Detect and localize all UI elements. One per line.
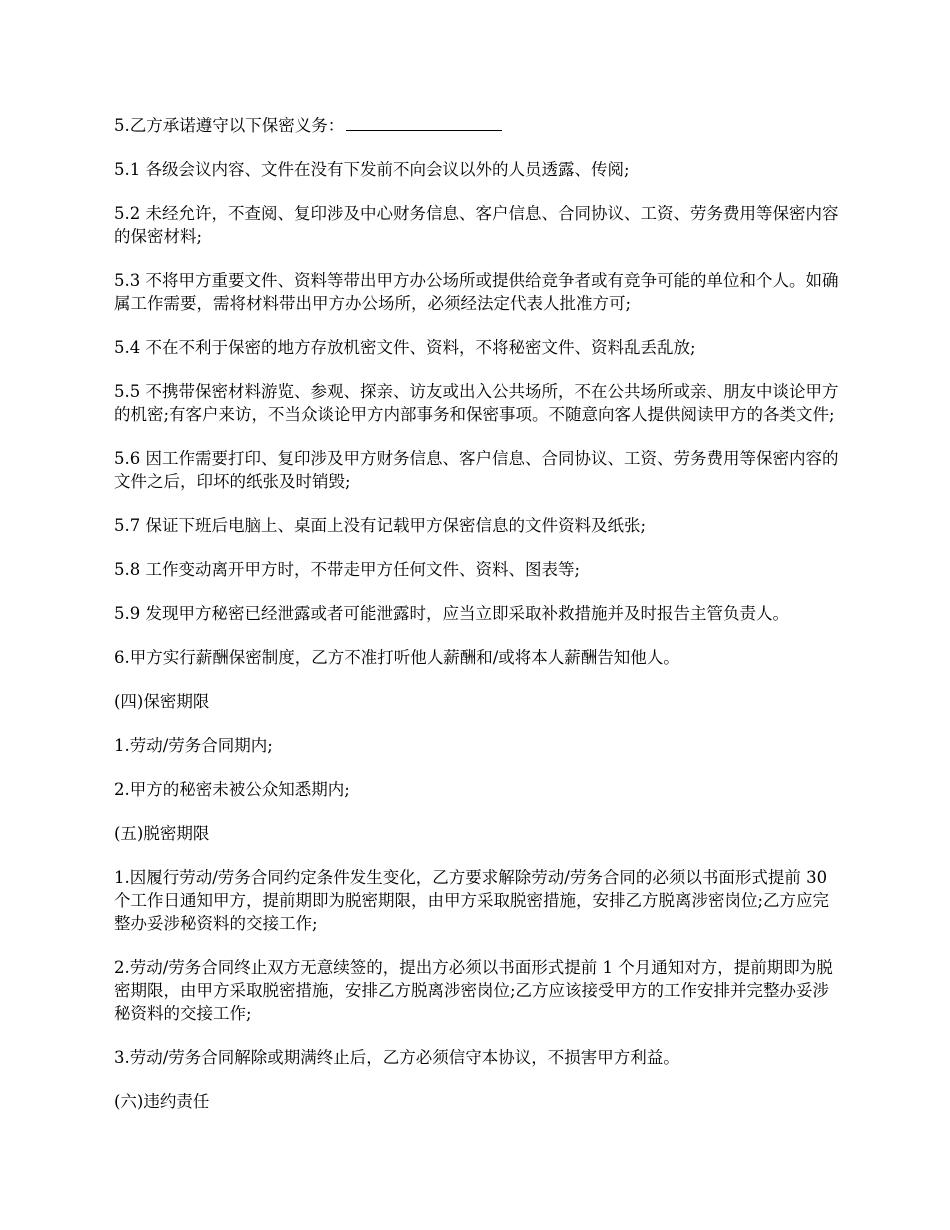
clause-6: 6.甲方实行薪酬保密制度，乙方不准打听他人薪酬和/或将本人薪酬告知他人。 [114, 648, 680, 667]
clause-5-1: 5.1 各级会议内容、文件在没有下发前不向会议以外的人员透露、传阅; [114, 160, 630, 179]
section-heading-declassification-period: (五)脱密期限 [114, 824, 210, 843]
clause-5-2: 5.2 未经允许，不查阅、复印涉及中心财务信息、客户信息、合同协议、工资、劳务费用等保密内容的保密材料; [114, 204, 839, 246]
clause-5-5: 5.5 不携带保密材料游览、参观、探亲、访友或出入公共场所，不在公共场所或亲、朋友中谈论甲方的机密;有客户来访，不当众谈论甲方内部事务和保密事项。不随意向客人提供阅读甲方的各类文件; [114, 382, 839, 424]
declass-item-1: 1.因履行劳动/劳务合同约定条件发生变化，乙方要求解除劳动/劳务合同的必须以书面形式提前 30 个工作日通知甲方，提前期即为脱密期限，由甲方采取脱密措施，安排乙方脱离涉密岗位;乙方应完整办妥涉秘资料的交接工作; [114, 868, 830, 933]
declass-item-3: 3.劳动/劳务合同解除或期满终止后，乙方必须信守本协议，不损害甲方利益。 [114, 1048, 680, 1067]
section-heading-confidentiality-period: (四)保密期限 [114, 692, 210, 711]
clause-5-3: 5.3 不将甲方重要文件、资料等带出甲方办公场所或提供给竞争者或有竞争可能的单位和个人。如确属工作需要，需将材料带出甲方办公场所，必须经法定代表人批准方可; [114, 271, 839, 313]
fill-in-blank[interactable] [346, 114, 502, 131]
clause-5-8: 5.8 工作变动离开甲方时，不带走甲方任何文件、资料、图表等; [114, 560, 581, 579]
clause-5-9: 5.9 发现甲方秘密已经泄露或者可能泄露时，应当立即采取补救措施并及时报告主管负责人。 [114, 604, 789, 623]
obligation-intro [114, 114, 840, 137]
declass-item-2: 2.劳动/劳务合同终止双方无意续签的，提出方必须以书面形式提前 1 个月通知对方，提前期即为脱密期限，由甲方采取脱密措施，安排乙方脱离涉密岗位;乙方应该接受甲方的工作安排并完整办妥涉秘资料的交接工作; [114, 958, 833, 1023]
period-item-2: 2.甲方的秘密未被公众知悉期内; [114, 780, 350, 799]
clause-5-6: 5.6 因工作需要打印、复印涉及甲方财务信息、客户信息、合同协议、工资、劳务费用等保密内容的文件之后，印坏的纸张及时销毁; [114, 449, 839, 491]
obligation-intro-text: 5.乙方承诺遵守以下保密义务： [114, 116, 345, 135]
period-item-1: 1.劳动/劳务合同期内; [114, 736, 273, 755]
clause-5-4: 5.4 不在不利于保密的地方存放机密文件、资料，不将秘密文件、资料乱丢乱放; [114, 338, 696, 357]
section-heading-liability: (六)违约责任 [114, 1092, 210, 1111]
clause-5-7: 5.7 保证下班后电脑上、桌面上没有记载甲方保密信息的文件资料及纸张; [114, 516, 647, 535]
